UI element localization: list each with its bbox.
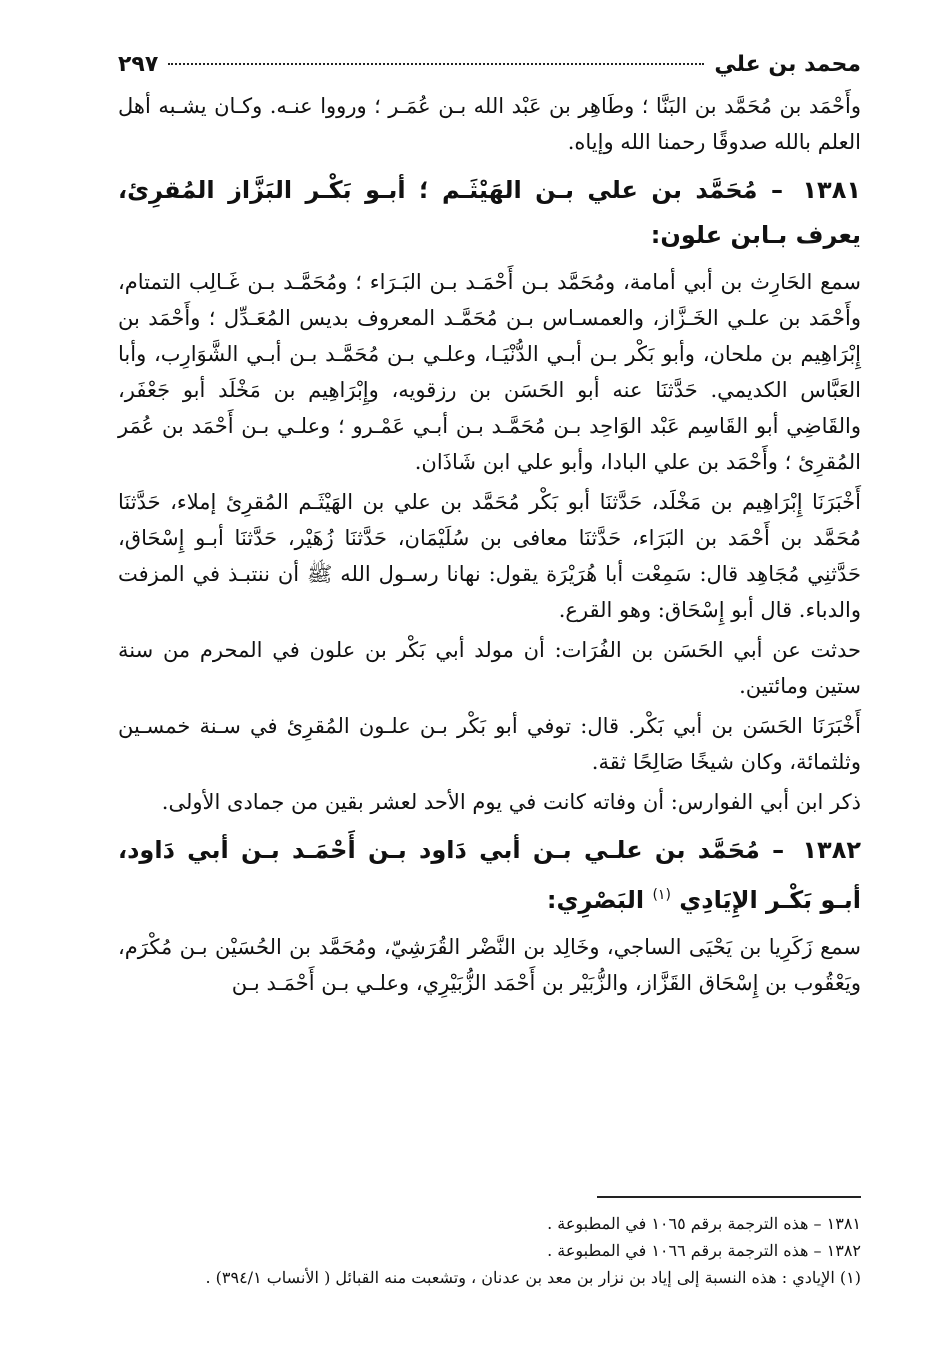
running-title: محمد بن علي	[714, 52, 861, 77]
entry-title-tail: البَصْرِي:	[546, 886, 645, 914]
leader-dots	[168, 63, 704, 65]
page	[118, 52, 861, 1001]
paragraph-death-date: ذكر ابن أبي الفوارس: أن وفاته كانت في يوم الأحد لعشر بقين من جمادى الأولى.	[161, 790, 861, 814]
footnotes	[118, 1210, 861, 1291]
footnote-ref: (١)	[652, 887, 671, 903]
footnote-rule	[597, 1196, 861, 1198]
entry-heading-1382	[118, 828, 861, 923]
footnote-1: (١) الإيادي : هذه النسبة إلى إياد بن نزار بن معد بن عدنان ، وتشعبت منه القبائل ( الأنساب ٣٩٤/١) .	[205, 1268, 861, 1287]
running-header	[118, 52, 861, 88]
entry-number: ١٣٨٢	[802, 836, 861, 864]
entry-number: ١٣٨١	[802, 176, 861, 204]
footnote-1382: ١٣٨٢ – هذه الترجمة برقم ١٠٦٦ في المطبوعة .	[547, 1241, 861, 1260]
footnote-1381: ١٣٨١ – هذه الترجمة برقم ١٠٦٥ في المطبوعة .	[547, 1214, 861, 1233]
paragraph-teachers: سمع الحَارِث بن أبي أمامة، ومُحَمَّد بـن أَحْمَـد بـن البَـرَاء ؛ ومُحَمَّـد بـن غَـالِب التمتام، وأَحْمَد بن علـي الخَـزَّاز، والعمسـاس بـن مُحَمَّـد المعروف بديس المُعَـدِّل ؛ وأَحْمَد بن إِبْرَاهِيم بن ملحان، وأبو بَكْر بـن أبـي الدُّنْيَـا، وعلـي بـن مُحَمَّـد بـن أبـي الشَّوَارِب، وأبا العَبَّاس الكديمي. حَدَّثنَا عنه أبو الحَسَن بن رزقويه، وإِبْرَاهِيم بن مَخْلَد أبو جَعْفَر، والقَاضِي أبو القَاسِم عَبْد الوَاحِد بـن مُحَمَّـد بـن أبـي عَمْـرو ؛ وعلـي بـن أَحْمَد بن عُمَر المُقرِئ ؛ وأَحْمَد بن علي البادا، وأبو علي ابن شَاذَان.	[118, 270, 861, 474]
entry-heading-1381	[118, 168, 861, 258]
paragraph-teachers-1382: سمع زَكَرِيا بن يَحْيَى الساجي، وخَالِد بن النَّضْر القُرَشِيّ، ومُحَمَّد بن الحُسَيْن بـن مُكْرَم، ويَعْقُوب بن إِسْحَاق القَزَّاز، والزُّبَيْر بن أَحْمَد الزُّبَيْرِي، وعلـي بـن أَحْمَـد بـن	[118, 935, 861, 995]
page-number: ٢٩٧	[118, 52, 159, 77]
paragraph-birth: حدثت عن أبي الحَسَن بن الفُرَات: أن مولد أبي بَكْر بن علون في المحرم من سنة ستين ومائتين.	[118, 638, 861, 698]
entry-title: – مُحَمَّد بن علي بـن الهَيْثَـم ؛ أبـو بَكْـر البَزَّاز المُقرِئ، يعرف بـابن علون:	[118, 176, 861, 249]
paragraph-continuation: وأَحْمَد بن مُحَمَّد بن البَنَّا ؛ وطَاهِر بن عَبْد الله بـن عُمَـر ؛ ورووا عنـه. وكـان يشـبه أهل العلم بالله صدوقًا رحمنا الله وإياه.	[118, 94, 861, 154]
paragraph-hadith: أَخْبَرَنَا إِبْرَاهِيم بن مَخْلَد، حَدَّثنَا أبو بَكْر مُحَمَّد بن علي بن الهَيْثَـم المُقرِئ إملاء، حَدَّثنَا مُحَمَّد بن أَحْمَد بن البَرَاء، حَدَّثنَا معافى بن سُلَيْمَان، حَدَّثنَا زُهَيْر، حَدَّثنَا أبـو إِسْحَاق، حَدَّثنِي مُجَاهِد قال: سَمِعْت أبا هُرَيْرَة يقول: نهانا رسـول الله ﷺ أن ننتبـذ في المزفت والدباء. قال أبو إِسْحَاق: وهو القرع.	[118, 490, 861, 622]
paragraph-death: أَخْبَرَنَا الحَسَن بن أبي بَكْر. قال: توفي أبو بَكْر بـن علـون المُقرِئ في سـنة خمسـين وثلثمائة، وكان شيخًا صَالِحًا ثقة.	[118, 714, 861, 774]
entry-title: – مُحَمَّد بن علـي بـن أبي دَاود بـن أَحْمَـد بـن أبي دَاود، أبـو بَكْـر الإِيَادِي	[118, 836, 861, 914]
